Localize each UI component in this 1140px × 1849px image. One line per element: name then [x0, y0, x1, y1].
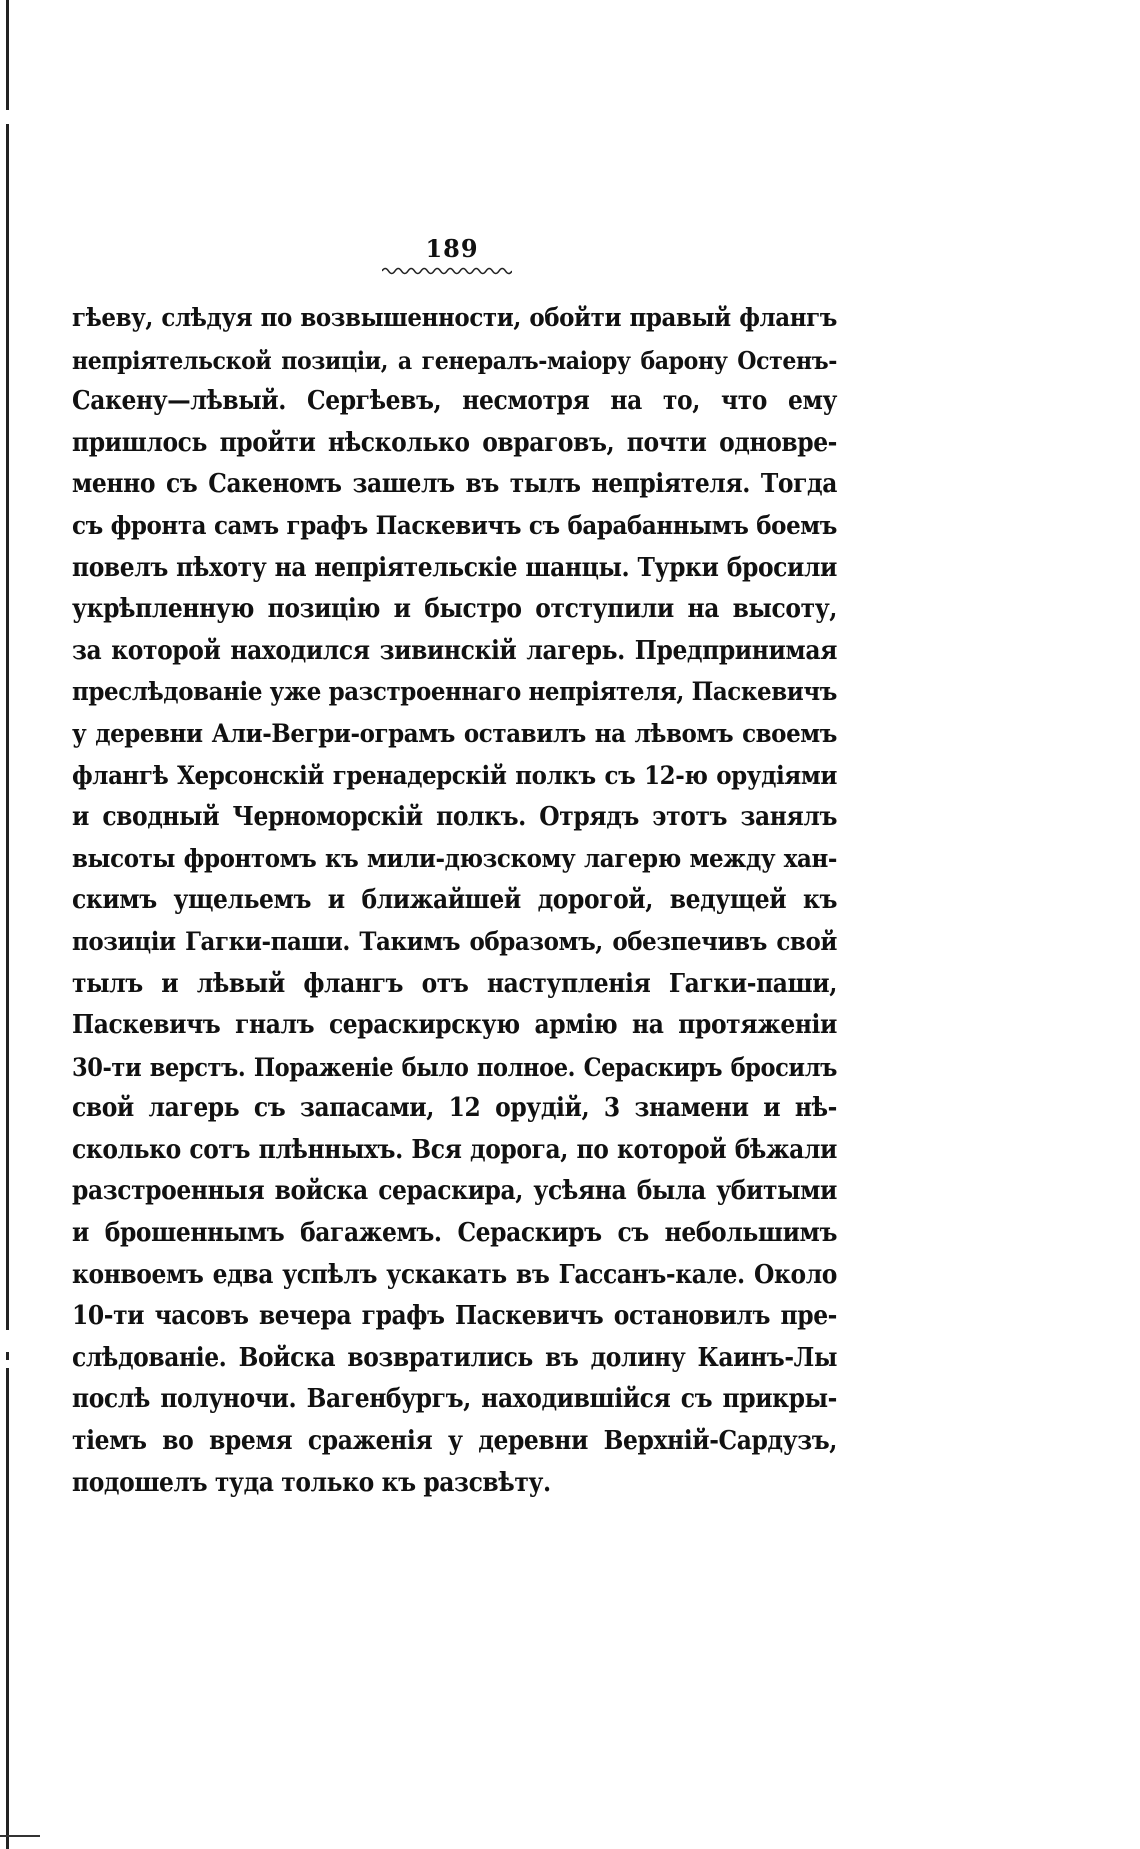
- text-line: разстроенныя войска сераскира, усѣяна была убитыми: [72, 1176, 837, 1207]
- scan-edge-gap: [6, 1360, 9, 1368]
- text-line: 10-ти часовъ вечера графъ Паскевичъ остановилъ пре-: [72, 1301, 837, 1332]
- text-line: позиціи Гагки-паши. Такимъ образомъ, обезпечивъ свой: [72, 926, 837, 957]
- text-line: послѣ полуночи. Вагенбургъ, находившійся съ прикры-: [72, 1384, 837, 1415]
- text-line: подошелъ туда только къ разсвѣту.: [72, 1467, 551, 1498]
- text-line: и сводный Черноморскій полкъ. Отрядъ этотъ занялъ: [72, 802, 837, 833]
- scan-edge-gap: [6, 1330, 9, 1352]
- text-line: слѣдованіе. Войска возвратились въ долину Каинъ-Лы: [72, 1342, 837, 1373]
- text-line: Паскевичъ гналъ сераскирскую армію на протяженіи: [72, 1010, 837, 1041]
- text-line: конвоемъ едва успѣлъ ускакать въ Гассанъ-кале. Около: [72, 1259, 837, 1290]
- body-text: [72, 298, 837, 1504]
- scan-left-edge: [6, 0, 9, 1849]
- text-line: менно съ Сакеномъ зашелъ въ тылъ непріятеля. Тогда: [72, 469, 837, 500]
- text-line: тіемъ во время сраженія у деревни Верхній-Сардузъ,: [72, 1426, 837, 1457]
- text-line: съ фронта самъ графъ Паскевичъ съ барабаннымъ боемъ: [72, 510, 837, 541]
- text-line: у деревни Али-Вегри-ограмъ оставилъ на лѣвомъ своемъ: [72, 718, 837, 749]
- text-line: непріятельской позиціи, а генералъ-маіору барону Остенъ-: [72, 345, 837, 375]
- text-line: свой лагерь съ запасами, 12 орудій, 3 знамени и нѣ-: [72, 1093, 837, 1124]
- text-line: скимъ ущельемъ и ближайшей дорогой, ведущей къ: [72, 885, 837, 916]
- text-line: гѣеву, слѣдуя по возвышенности, обойти правый флангъ: [72, 303, 837, 333]
- text-line: за которой находился зивинскій лагерь. Предпринимая: [72, 635, 837, 666]
- text-line: высоты фронтомъ къ мили-дюзскому лагерю между хан-: [72, 843, 837, 874]
- text-line: тылъ и лѣвый флангъ отъ наступленія Гагки-паши,: [72, 968, 837, 999]
- text-line: сколько сотъ плѣнныхъ. Вся дорога, по которой бѣжали: [72, 1134, 837, 1165]
- text-line: пришлось пройти нѣсколько овраговъ, почти одновре-: [72, 427, 837, 458]
- text-line: Сакену—лѣвый. Сергѣевъ, несмотря на то, что ему: [72, 386, 837, 417]
- scan-bottom-rule: [0, 1835, 40, 1837]
- wavy-ornament-rule: [382, 266, 512, 276]
- scan-edge-gap: [6, 110, 9, 124]
- text-line: флангѣ Херсонскій гренадерскій полкъ съ 12-ю орудіями: [72, 760, 837, 791]
- text-line: и брошеннымъ багажемъ. Сераскиръ съ небольшимъ: [72, 1218, 837, 1249]
- text-line: укрѣпленную позицію и быстро отступили на высоту,: [72, 594, 837, 625]
- text-line: 30-ти верстъ. Пораженіе было полное. Сераскиръ бросилъ: [72, 1052, 837, 1082]
- text-line: преслѣдованіе уже разстроеннаго непріятеля, Паскевичъ: [72, 677, 837, 708]
- page-number: 189: [425, 234, 479, 263]
- text-line: повелъ пѣхоту на непріятельскіе шанцы. Турки бросили: [72, 552, 837, 583]
